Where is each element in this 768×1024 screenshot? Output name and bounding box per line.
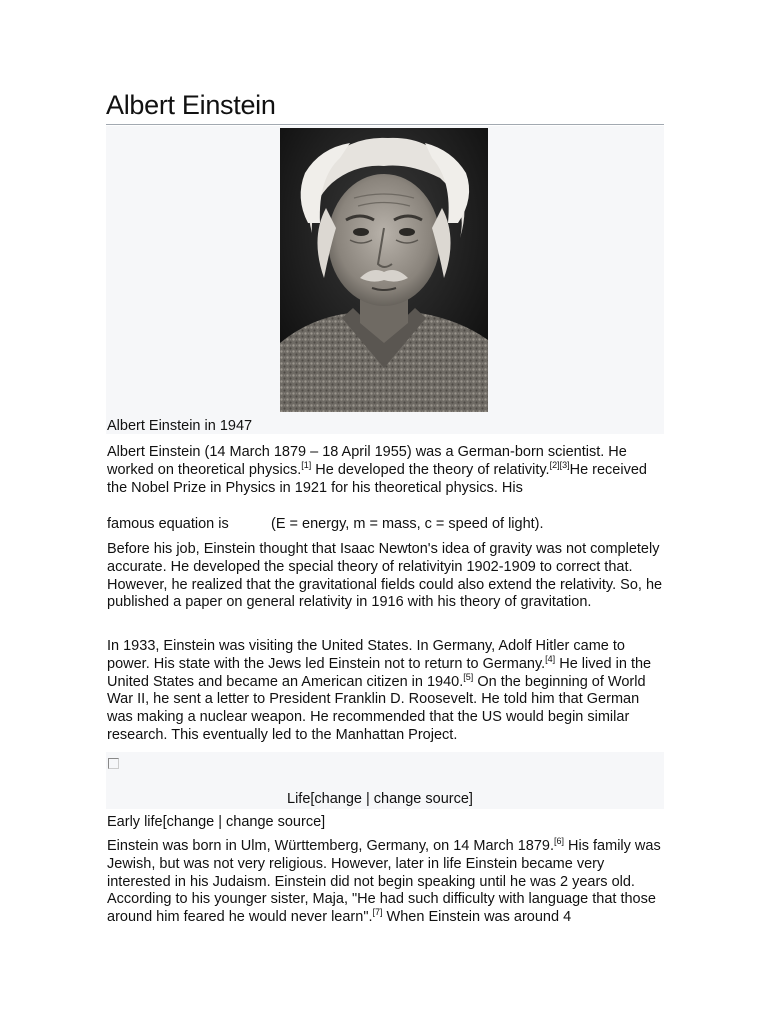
einstein-portrait [280, 128, 488, 412]
early-life-paragraph: Einstein was born in Ulm, Württemberg, Germany, on 14 March 1879.[6] His family was Jewish, but was not very religious. However, later in life Einstein became very interested in his Judaism. Einstein did not begin speaking until he was 2 years old. According to his younger sister, Maja, "He had such difficulty with language that those around him feared he would never learn".[7] When Einstein was around 4 [107, 836, 661, 926]
figure-caption: Albert Einstein in 1947 [107, 418, 253, 434]
section-heading-early-life[interactable]: Early life[change | change source] [107, 814, 326, 830]
usa-paragraph: In 1933, Einstein was visiting the United States. In Germany, Adolf Hitler came to power. His state with the Jews led Einstein not to return to Germany.[4] He lived in the United States and became an American citizen in 1940.[5] On the beginning of World War II, he sent a letter to President Franklin D. Roosevelt. He told him that German was making a nuclear weapon. He recommended that the US would begin similar research. This eventually led to the Manhattan Project. [107, 638, 652, 743]
page-title: Albert Einstein [106, 90, 276, 120]
section-heading-life[interactable]: Life[change | change source] [287, 791, 473, 807]
gravity-paragraph: Before his job, Einstein thought that Isaac Newton's idea of gravity was not completely accurate. He developed the special theory of relativityin 1902-1909 to correct that. However, he realized that the gravitational fields could also extend the relativity. So, he published a paper on general relativity in 1916 with his theory of gravitation. [107, 541, 663, 611]
citation-link[interactable]: [1] [301, 459, 312, 470]
equation-prefix: famous equation is [107, 516, 229, 532]
title-divider [106, 124, 664, 125]
citation-link[interactable]: [2][3] [549, 459, 570, 470]
citation-link[interactable]: [6] [554, 836, 565, 846]
intro-paragraph: Albert Einstein (14 March 1879 – 18 April 1955) was a German-born scientist. He worked on theoretical physics.[1] He developed the theory of relativity.[2][3]He received the Nobel Prize in Physics in 1921 for his theoretical physics. His [107, 444, 647, 496]
equation-legend: (E = energy, m = mass, c = speed of light). [271, 516, 544, 532]
broken-image-icon [108, 758, 119, 769]
citation-link[interactable]: [7] [372, 907, 383, 918]
citation-link[interactable]: [5] [463, 671, 474, 682]
citation-link[interactable]: [4] [545, 653, 556, 664]
